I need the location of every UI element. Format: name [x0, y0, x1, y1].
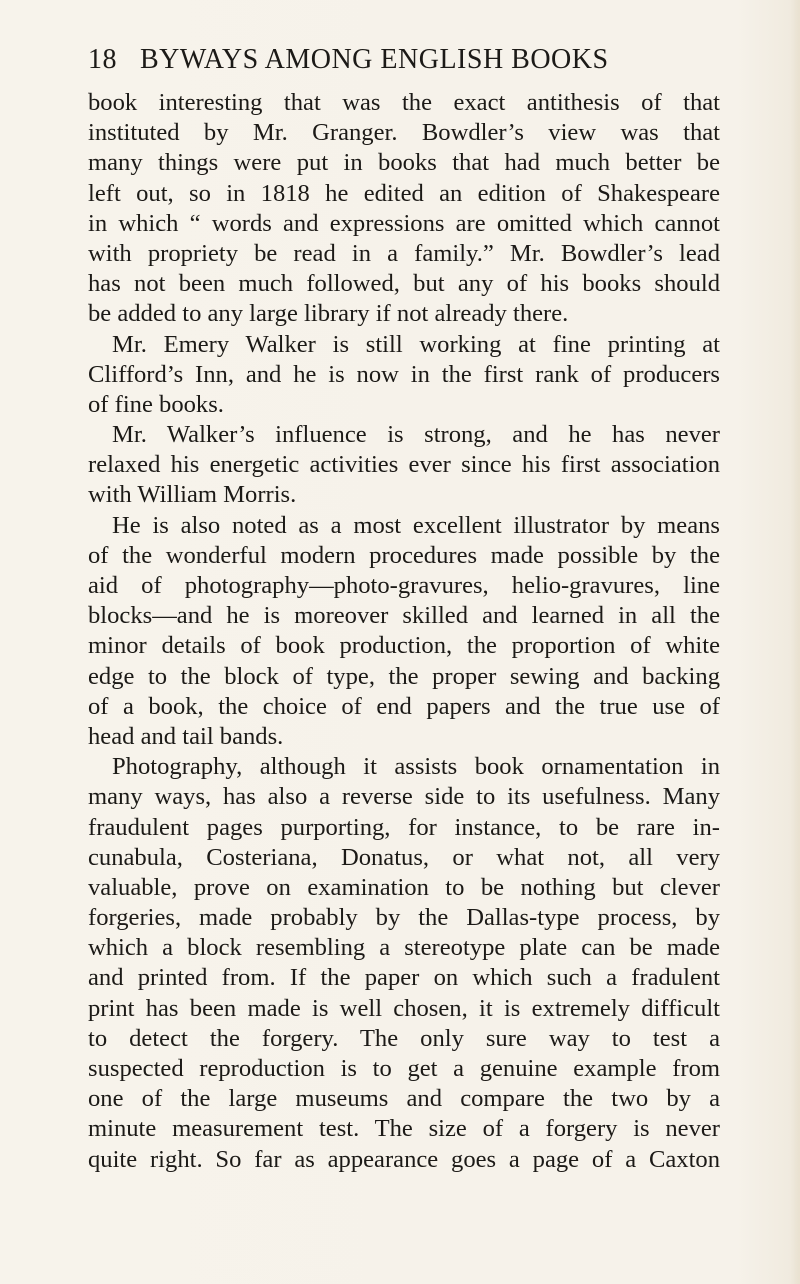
text-line: quite right. So far as appearance goes a page of a Caxton	[88, 1145, 720, 1173]
text-line: head and tail bands.	[88, 722, 284, 750]
text-line: valuable, prove on examination to be nothing but clever	[88, 873, 720, 901]
text-line: He is also noted as a most excellent illustrator by means	[112, 511, 720, 539]
text-line: of fine books.	[88, 390, 224, 418]
text-line: and printed from. If the paper on which such a fradulent	[88, 964, 720, 992]
text-line: which a block resembling a stereotype plate can be made	[88, 934, 720, 962]
text-line: forgeries, made probably by the Dallas-type process, by	[88, 904, 720, 932]
text-line: suspected reproduction is to get a genuine example from	[88, 1055, 720, 1082]
text-line: aid of photography—photo-gravures, helio-gravures, line	[88, 572, 720, 599]
text-line: of a book, the choice of end papers and the true use of	[88, 692, 720, 720]
text-line: relaxed his energetic activities ever since his first association	[88, 451, 720, 479]
text-line: left out, so in 1818 he edited an edition of Shakespeare	[88, 179, 720, 207]
text-line: one of the large museums and compare the two by a	[88, 1085, 720, 1113]
page-edge-shadow	[790, 0, 800, 1284]
text-line: edge to the block of type, the proper sewing and backing	[88, 662, 720, 690]
text-line: with William Morris.	[88, 481, 297, 509]
text-line: instituted by Mr. Granger. Bowdler’s view was that	[88, 119, 720, 147]
text-line: of the wonderful modern procedures made possible by the	[88, 541, 720, 569]
text-line: Photography, although it assists book ornamentation in	[112, 753, 720, 781]
text-line: Clifford’s Inn, and he is now in the first rank of producers	[88, 360, 720, 388]
text-line: Mr. Walker’s influence is strong, and he has never	[112, 421, 720, 449]
text-line: print has been made is well chosen, it is extremely difficult	[88, 994, 720, 1022]
page-number: 18	[88, 44, 117, 75]
text-line: be added to any large library if not already there.	[88, 300, 569, 328]
text-line: minor details of book production, the proportion of white	[88, 632, 720, 660]
text-line: many ways, has also a reverse side to its usefulness. Many	[88, 783, 720, 811]
text-line: many things were put in books that had much better be	[88, 149, 720, 177]
text-line: has not been much followed, but any of his books should	[88, 270, 720, 298]
text-line: minute measurement test. The size of a forgery is never	[88, 1115, 720, 1143]
running-head	[88, 44, 648, 84]
text-line: book interesting that was the exact antithesis of that	[88, 89, 720, 116]
body-text	[88, 88, 720, 1175]
running-title: BYWAYS AMONG ENGLISH BOOKS	[140, 44, 609, 75]
text-line: cunabula, Costeriana, Donatus, or what not, all very	[88, 843, 720, 871]
text-line: in which “ words and expressions are omitted which cannot	[88, 209, 720, 237]
text-line: to detect the forgery. The only sure way to test a	[88, 1024, 720, 1052]
text-line: blocks—and he is moreover skilled and learned in all the	[88, 602, 720, 630]
text-line: fraudulent pages purporting, for instance, to be rare in-	[88, 813, 720, 841]
text-line: Mr. Emery Walker is still working at fine printing at	[112, 330, 720, 358]
text-line: with propriety be read in a family.” Mr. Bowdler’s lead	[88, 239, 720, 267]
